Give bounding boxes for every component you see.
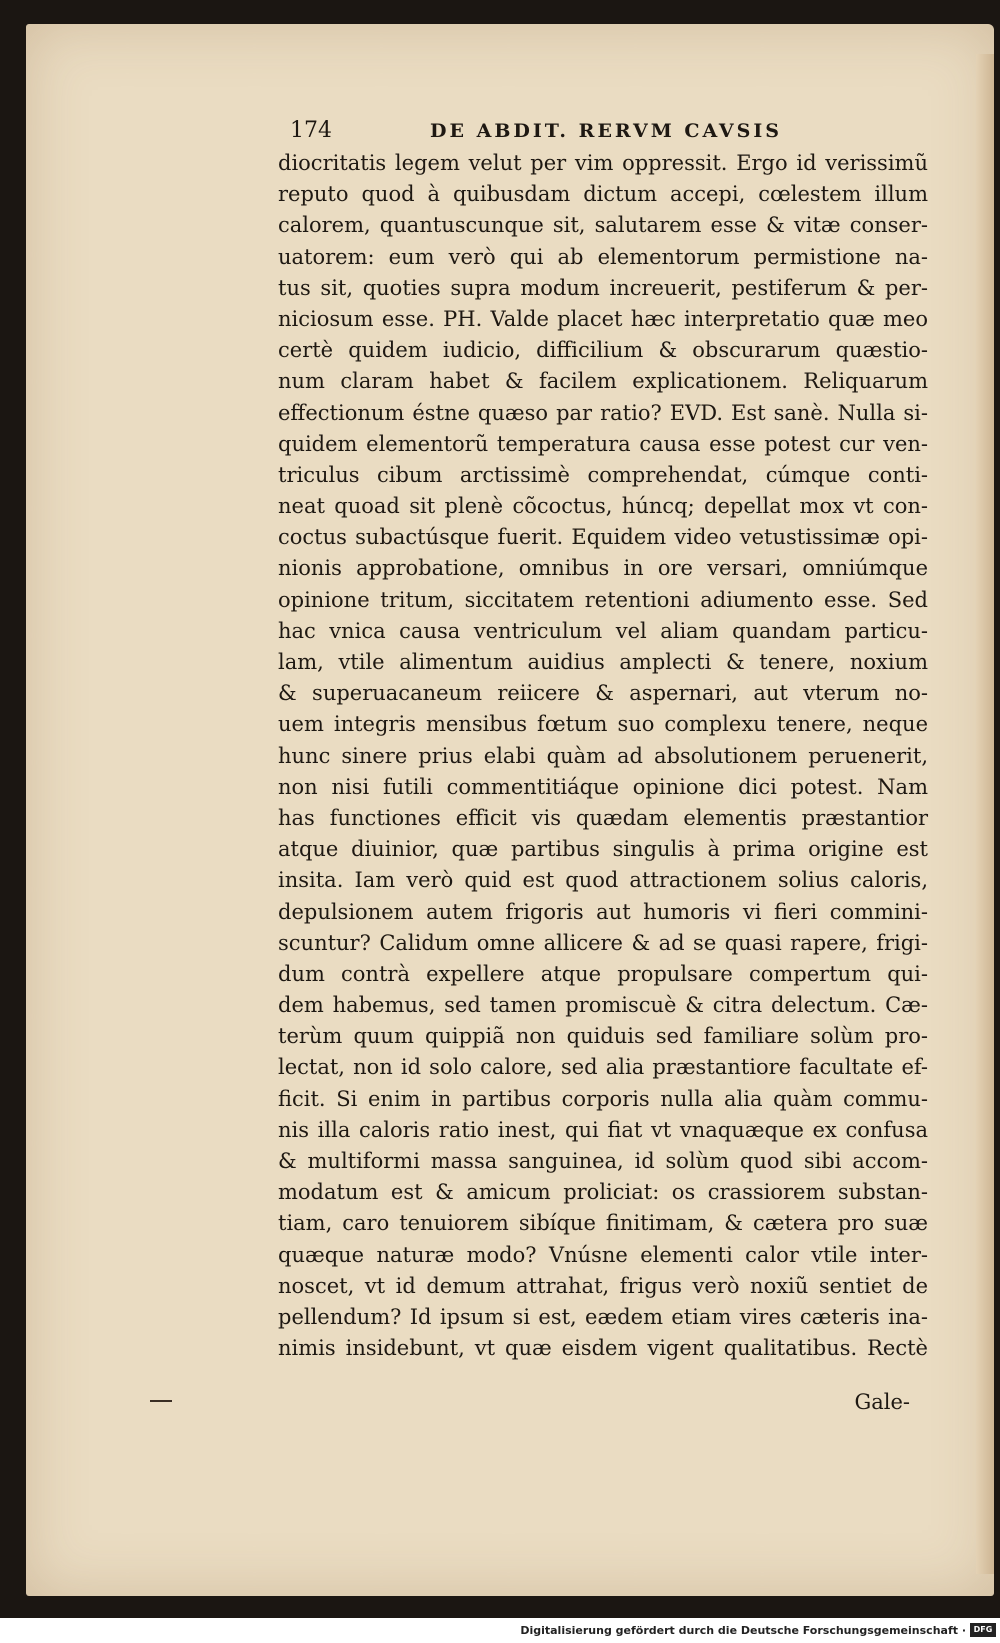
- text-line: dem habemus, sed tamen promiscuè & citra delectum. Cæ-: [278, 993, 928, 1018]
- text-line: ficit. Si enim in partibus corporis nulla alia quàm commu-: [278, 1086, 928, 1111]
- text-line: opinione tritum, siccitatem retentioni adiumento esse. Sed: [278, 587, 928, 612]
- text-line: insita. Iam verò quid est quod attractionem solius caloris,: [278, 868, 928, 893]
- body-text: [278, 148, 928, 1364]
- text-line: calorem, quantuscunque sit, salutarem esse & vitæ conser-: [278, 213, 928, 238]
- text-line: & multiformi massa sanguinea, id solùm quod sibi accom-: [278, 1149, 928, 1173]
- text-line: quidem elementorũ temperatura causa esse potest cur ven-: [278, 431, 928, 456]
- text-line: lam, vtile alimentum auidius amplecti & tenere, noxium: [278, 650, 928, 674]
- text-line: nionis approbatione, omnibus in ore versari, omniúmque: [278, 556, 928, 581]
- text-line: num claram habet & facilem explicationem. Reliquarum: [278, 369, 928, 394]
- text-line: non nisi futili commentitiáque opinione dici potest. Nam: [278, 774, 928, 799]
- text-line: hunc sinere prius elabi quàm ad absolutionem peruenerit,: [278, 743, 928, 768]
- text-line: lectat, non id solo calore, sed alia præstantiore facultate ef-: [278, 1055, 928, 1080]
- text-line: effectionum éstne quæso par ratio? EVD. Est sanè. Nulla si-: [278, 400, 928, 425]
- text-line: quæque naturæ modo? Vnúsne elementi calor vtile inter-: [278, 1242, 928, 1267]
- margin-mark: [150, 1400, 172, 1402]
- text-line: reputo quod à quibusdam dictum accepi, cœlestem illum: [278, 182, 928, 207]
- text-line: pellendum? Id ipsum si est, eædem etiam vires cæteris ina-: [278, 1304, 928, 1329]
- text-line: nimis insidebunt, vt quæ eisdem vigent qualitatibus. Rectè: [278, 1336, 928, 1361]
- dfg-logo: DFG: [970, 1623, 996, 1637]
- text-line: hac vnica causa ventriculum vel aliam quandam particu-: [278, 618, 928, 643]
- text-line: coctus subactúsque fuerit. Equidem video vetustissimæ opi-: [278, 525, 928, 550]
- text-line: has functiones efficit vis quædam elementis præstantior: [278, 805, 928, 830]
- text-line: tus sit, quoties supra modum increuerit, pestiferum & per-: [278, 275, 928, 300]
- page-edge: [976, 54, 994, 1574]
- folio-number: 174: [290, 118, 332, 143]
- catchword: Gale-: [854, 1390, 910, 1414]
- text-line: dum contrà expellere atque propulsare compertum qui-: [278, 961, 928, 986]
- text-line: tiam, caro tenuiorem sibíque finitimam, & cætera pro suæ: [278, 1211, 928, 1236]
- text-line: depulsionem autem frigoris aut humoris vi fieri commini-: [278, 899, 928, 924]
- page-header: [290, 118, 850, 148]
- funding-note: Digitalisierung gefördert durch die Deutsche Forschungsgemeinschaft ·: [520, 1624, 966, 1637]
- text-line: atque diuinior, quæ partibus singulis à prima origine est: [278, 837, 928, 862]
- text-line: nis illa caloris ratio inest, qui fiat vt vnaquæque ex confusa: [278, 1117, 928, 1142]
- text-line: terùm quum quippiã non quiduis sed familiare solùm pro-: [278, 1024, 928, 1049]
- text-line: neat quoad sit plenè cõcoctus, húncq; depellat mox vt con-: [278, 494, 928, 519]
- running-head: DE ABDIT. RERVM CAVSIS: [430, 120, 782, 142]
- text-line: & superuacaneum reiicere & aspernari, aut vterum no-: [278, 681, 928, 706]
- text-line: modatum est & amicum proliciat: os crassiorem substan-: [278, 1180, 928, 1205]
- text-line: triculus cibum arctissimè comprehendat, cúmque conti-: [278, 462, 928, 487]
- text-line: uem integris mensibus fœtum suo complexu tenere, neque: [278, 712, 928, 737]
- text-line: certè quidem iudicio, difficilium & obscurarum quæstio-: [278, 338, 928, 363]
- text-line: niciosum esse. PH. Valde placet hæc interpretatio quæ meo: [278, 306, 928, 331]
- text-line: diocritatis legem velut per vim oppressit. Ergo id verissimũ: [278, 151, 928, 175]
- footer-bar: [0, 1618, 1000, 1643]
- text-line: noscet, vt id demum attrahat, frigus verò noxiũ sentiet de: [278, 1273, 928, 1298]
- text-line: scuntur? Calidum omne allicere & ad se quasi rapere, frigi-: [278, 930, 928, 955]
- text-line: uatorem: eum verò qui ab elementorum permistione na-: [278, 244, 928, 269]
